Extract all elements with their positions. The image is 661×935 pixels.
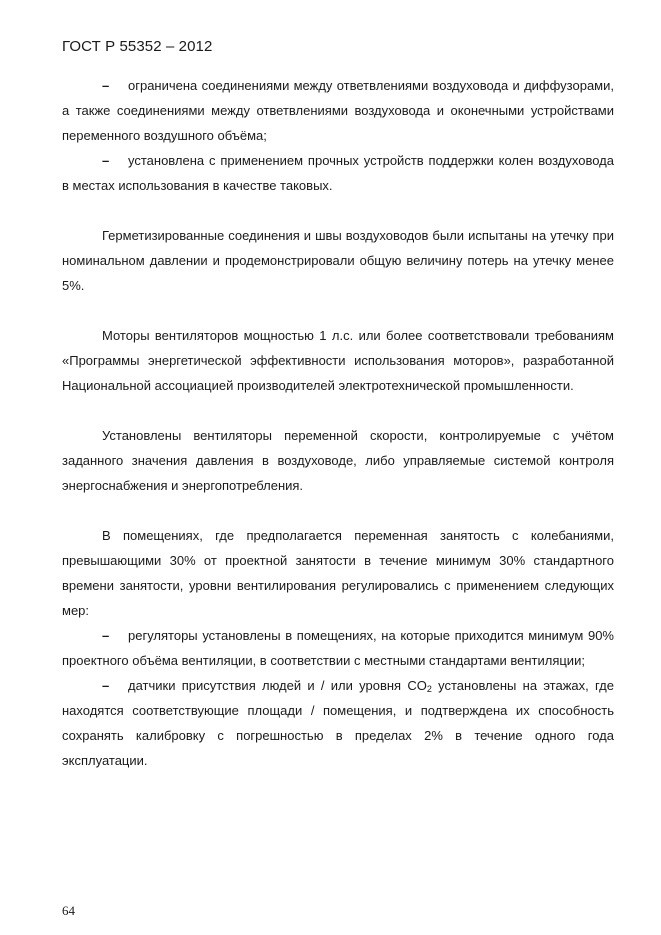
document-header: ГОСТ Р 55352 – 2012: [62, 38, 213, 55]
list-item-text-a: датчики присутствия людей и / или уровня CO: [128, 678, 427, 693]
list-item-regulators: [62, 623, 614, 673]
list-item-supports: [62, 148, 614, 198]
dash-bullet: –: [102, 678, 110, 693]
list-item-text: регуляторы установлены в помещениях, на которые приходится минимум 90% проектного объёма вентиляции, в соответствии с местными стандартами вентиляции;: [62, 628, 614, 668]
list-item-joints: [62, 73, 614, 148]
list-item-text: ограничена соединениями между ответвлениями воздуховода и диффузорами, а также соединениями между ответвлениями воздуховода и оконечными устройствами переменного воздушного объёма;: [62, 78, 614, 143]
paragraph-fans: Установлены вентиляторы переменной скорости, контролируемые с учётом заданного значения давления в воздуховоде, либо управляемые системой контроля энергоснабжения и энергопотребления.: [62, 428, 614, 493]
list-item-sensors: [62, 673, 614, 773]
paragraph-motors: Моторы вентиляторов мощностью 1 л.с. или более соответствовали требованиям «Программы энергетической эффективности использования моторов», разработанной Национальной ассоциацией производителей электротехнической промышленности.: [62, 328, 614, 393]
page-number: 64: [62, 903, 75, 918]
dash-bullet: –: [102, 153, 110, 168]
dash-bullet: –: [102, 628, 110, 643]
subscript: 2: [426, 684, 432, 694]
list-item-text-b: установлены на этажах, где находятся соответствующие площади / помещения, и подтверждена их способность сохранять калибровку с погрешностью в пределах 2% в течение одного года эксплуатации.: [62, 678, 614, 768]
document-body: [62, 73, 614, 773]
paragraph-occupancy: В помещениях, где предполагается переменная занятость с колебаниями, превышающими 30% от проектной занятости в течение минимум 30% стандартного времени занятости, уровни вентилирования регулировались с применением следующих мер:: [62, 528, 614, 618]
paragraph-leakage: Герметизированные соединения и швы воздуховодов были испытаны на утечку при номинальном давлении и продемонстрировали общую величину потерь на утечку менее 5%.: [62, 228, 614, 293]
list-item-text: установлена с применением прочных устройств поддержки колен воздуховода в местах использования в качестве таковых.: [62, 153, 614, 193]
dash-bullet: –: [102, 78, 110, 93]
